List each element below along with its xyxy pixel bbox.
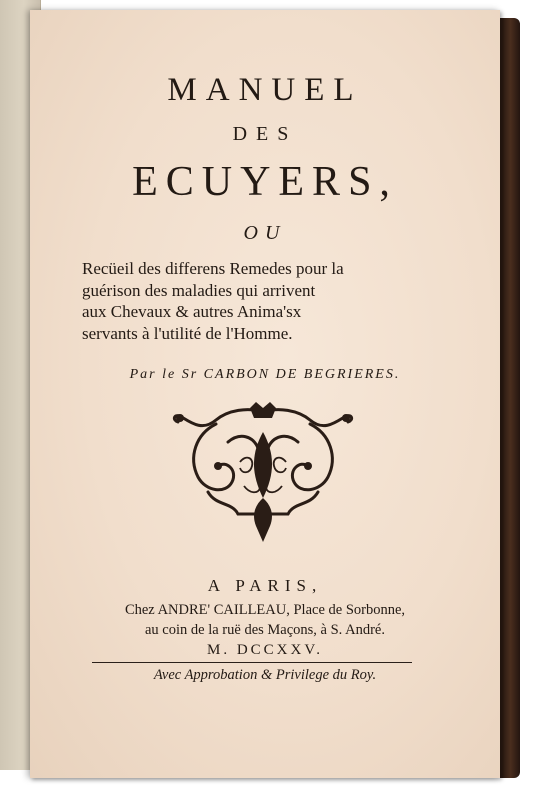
- description-line: guérison des maladies qui arrivent: [82, 280, 316, 300]
- approbation-line: Avec Approbation & Privilege du Roy.: [153, 667, 377, 683]
- description-line: aux Chevaux & autres Anima'sx: [82, 302, 302, 321]
- fleuron-ornament-icon: [168, 402, 358, 550]
- subtitle-description: [82, 258, 442, 344]
- title-line-des: DES: [232, 123, 298, 145]
- description-line: servants à l'utilité de l'Homme.: [82, 323, 293, 343]
- imprint-address: au coin de la ruë des Maçons, à S. André.: [145, 622, 385, 638]
- imprint-city: A PARIS,: [207, 576, 323, 595]
- horizontal-rule: [92, 662, 412, 663]
- author-line: Par le Sr CARBON DE BEGRIERES.: [129, 367, 401, 382]
- imprint-year: M. DCCXXV.: [207, 642, 323, 658]
- title-line-ecuyers: ECUYERS,: [132, 159, 398, 205]
- title-line-manuel: MANUEL: [167, 72, 363, 108]
- title-page: [30, 10, 500, 778]
- imprint-printer: Chez ANDRE' CAILLEAU, Place de Sorbonne,: [124, 602, 406, 618]
- description-line: Recüeil des differens Remedes pour la: [82, 259, 344, 278]
- title-conjunction: OU: [243, 222, 287, 244]
